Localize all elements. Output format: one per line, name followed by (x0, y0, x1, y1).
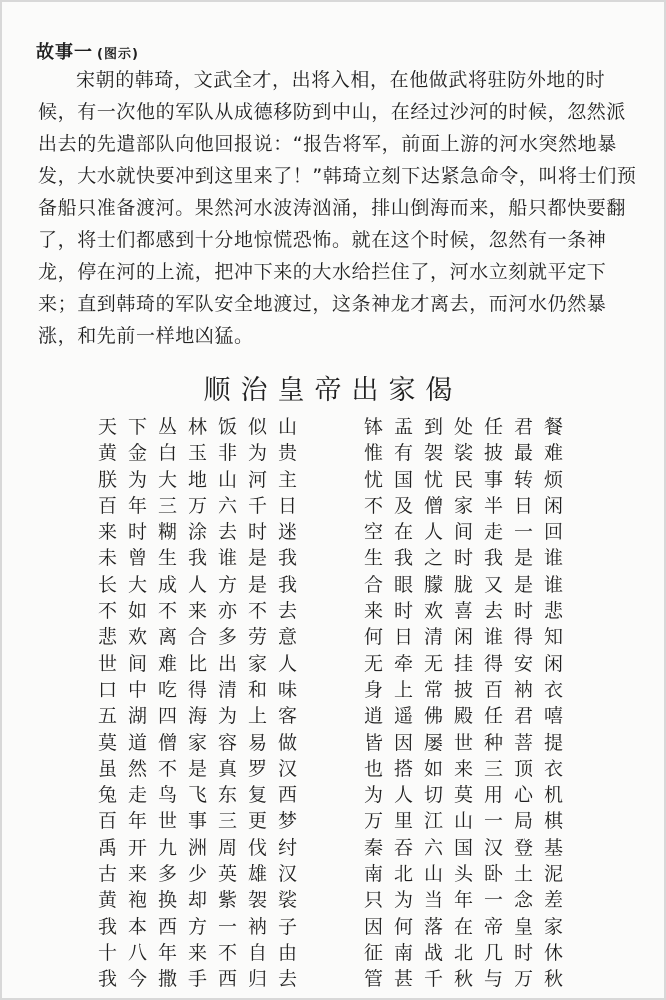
story-line: 宋朝的韩琦，文武全才，出将入相，在他做武将驻防外地的时 (76, 69, 606, 91)
poem-line: 莫道僧家容易做 (98, 731, 309, 754)
poem-line: 管甚千秋与万秋 (364, 968, 575, 991)
story-tag: (图示) (97, 47, 139, 62)
poem-line: 天下丛林饭似山 (98, 416, 309, 438)
poem-title: 顺治皇帝出家偈 (203, 375, 463, 406)
poem-line: 征南战北几时休 (364, 941, 575, 964)
poem-line: 五湖四海为上客 (98, 705, 309, 728)
poem-line: 秦吞六国汉登基 (364, 836, 575, 859)
poem-line: 未曾生我谁是我 (98, 547, 309, 570)
poem-line: 黄袍换却紫袈裟 (98, 889, 309, 912)
poem-line: 来时糊涂去时迷 (98, 521, 309, 544)
story-line: 候，有一次他的军队从成德移防到中山，在经过沙河的时候，忽然派 (38, 101, 627, 123)
story-line: 发，大水就快要冲到这里来了！”韩琦立刻下达紧急命令，叫将士们预 (38, 165, 637, 187)
poem-line: 也搭如来三顶衣 (364, 757, 575, 780)
poem-line: 为人切莫用心机 (364, 784, 575, 807)
poem-line: 我今撒手西归去 (98, 968, 309, 991)
poem-line: 朕为大地山河主 (98, 468, 309, 491)
poem-line: 皆因屡世种菩提 (364, 731, 575, 754)
poem-line: 禹开九洲周伐纣 (98, 836, 309, 859)
story-line: 备船只准备渡河。果然河水波涛汹涌，排山倒海而来，船只都快要翻 (38, 197, 627, 219)
poem-line: 口中吃得清和味 (98, 678, 309, 701)
poem-line: 钵盂到处任君餐 (364, 416, 575, 438)
story-line: 出去的先遣部队向他回报说：“报告将军，前面上游的河水突然地暴 (38, 133, 617, 155)
poem-line: 逍遥佛殿任君嘻 (364, 705, 575, 728)
poem-line: 因何落在帝皇家 (364, 915, 575, 938)
poem-line: 虽然不是真罗汉 (98, 757, 309, 780)
poem-right-column (364, 414, 574, 993)
story-line: 龙，停在河的上流，把冲下来的大水给拦住了，河水立刻就平定下 (38, 261, 607, 283)
poem-line: 生我之时我是谁 (364, 547, 575, 570)
poem-line: 十八年来不自由 (98, 941, 309, 964)
story-heading (36, 38, 139, 64)
poem-line: 悲欢离合多劳意 (98, 626, 309, 649)
story-body (38, 64, 637, 352)
poem-left-column (98, 414, 308, 993)
poem-line: 兔走鸟飞东复西 (98, 784, 309, 807)
story-line: 涨，和先前一样地凶猛。 (38, 325, 254, 347)
poem-line: 身上常披百衲衣 (364, 678, 575, 701)
poem-line: 万里江山一局棋 (364, 810, 575, 833)
poem-line: 古来多少英雄汉 (98, 863, 309, 886)
poem-line: 合眼朦胧又是谁 (364, 573, 575, 596)
poem-line: 我本西方一衲子 (98, 915, 309, 938)
poem-line: 空在人间走一回 (364, 521, 575, 544)
poem-line: 来时欢喜去时悲 (364, 600, 575, 623)
poem-line: 忧国忧民事转烦 (364, 468, 575, 491)
poem-line: 惟有袈裟披最难 (364, 442, 575, 465)
poem-line: 无牵无挂得安闲 (364, 652, 575, 675)
poem-line: 黄金白玉非为贵 (98, 442, 309, 465)
poem-line: 百年三万六千日 (98, 494, 309, 517)
poem-line: 何日清闲谁得知 (364, 626, 575, 649)
poem-line: 世间难比出家人 (98, 652, 309, 675)
story-title: 故事一 (36, 42, 93, 63)
poem-line: 长大成人方是我 (98, 573, 309, 596)
poem-line: 南北山头卧土泥 (364, 863, 575, 886)
story-line: 来；直到韩琦的军队安全地渡过，这条神龙才离去，而河水仍然暴 (38, 293, 607, 315)
poem-line: 不如不来亦不去 (98, 600, 309, 623)
poem-line: 百年世事三更梦 (98, 810, 309, 833)
story-line: 了，将士们都感到十分地惊慌恐怖。就在这个时候，忽然有一条神 (38, 229, 607, 251)
poem-line: 只为当年一念差 (364, 889, 575, 912)
poem-line: 不及僧家半日闲 (364, 494, 575, 517)
